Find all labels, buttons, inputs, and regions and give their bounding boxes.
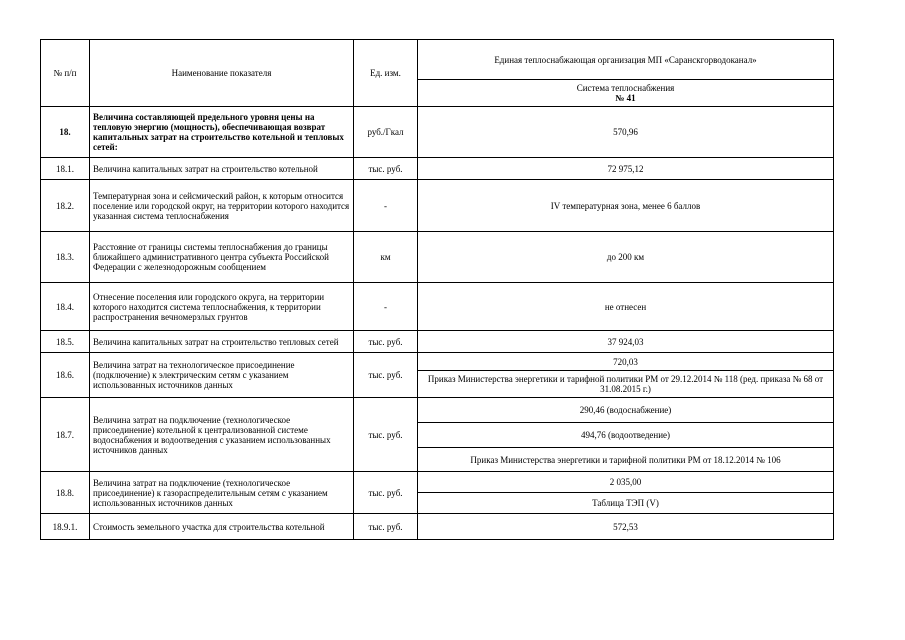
header-row [41, 40, 834, 80]
row-name: Расстояние от границы системы теплоснабжения до границы ближайшего административного центра субъекта Российской Федерации с железнодорожным сообщением [90, 232, 354, 283]
row-num: 18.9.1. [41, 514, 90, 540]
row-unit: тыс. руб. [354, 331, 418, 353]
row-unit: руб./Гкал [354, 107, 418, 158]
col-header-num: № п/п [41, 40, 90, 107]
row-name: Стоимость земельного участка для строительства котельной [90, 514, 354, 540]
table-row [41, 232, 834, 283]
col-header-system [418, 80, 834, 107]
row-name: Величина затрат на технологическое присоединение (подключение) к электрическим сетям с указанием использованных источников данных [90, 353, 354, 398]
row-name: Температурная зона и сейсмический район, к которым относится поселение или городской округ, на территории которого находится указанная система теплоснабжения [90, 180, 354, 232]
table-row [41, 283, 834, 331]
system-line-1: Система теплоснабжения [576, 83, 675, 93]
row-value-water-disposal: 494,76 (водоотведение) [418, 423, 834, 448]
row-num: 18. [41, 107, 90, 158]
table-row [41, 353, 834, 371]
row-name: Величина затрат на подключение (технологическое присоединение) котельной к централизованной системе водоснабжения и водоотведения с указанием использованных источников данных [90, 398, 354, 472]
row-num: 18.3. [41, 232, 90, 283]
row-unit: - [354, 180, 418, 232]
row-value: 720,03 [418, 353, 834, 371]
row-unit: км [354, 232, 418, 283]
table-row [41, 514, 834, 540]
row-value: 572,53 [418, 514, 834, 540]
row-value: 2 035,00 [418, 472, 834, 493]
col-header-name: Наименование показателя [90, 40, 354, 107]
row-num: 18.1. [41, 158, 90, 180]
row-name: Величина капитальных затрат на строительство тепловых сетей [90, 331, 354, 353]
row-value: 72 975,12 [418, 158, 834, 180]
row-value: 37 924,03 [418, 331, 834, 353]
row-value: IV температурная зона, менее 6 баллов [418, 180, 834, 232]
row-name: Величина составляющей предельного уровня цены на тепловую энергию (мощность), обеспечивающая возврат капитальных затрат на строительство котельной и тепловых сетей: [90, 107, 354, 158]
col-header-unit: Ед. изм. [354, 40, 418, 107]
row-value: не отнесен [418, 283, 834, 331]
system-line-2: № 41 [615, 93, 636, 103]
row-value-water-supply: 290,46 (водоснабжение) [418, 398, 834, 423]
row-name: Отнесение поселения или городского округа, на территории которого находится система теплоснабжения, к территории распространения вечномерзлых грунтов [90, 283, 354, 331]
row-num: 18.4. [41, 283, 90, 331]
table-row [41, 331, 834, 353]
row-name: Величина капитальных затрат на строительство котельной [90, 158, 354, 180]
row-value: 570,96 [418, 107, 834, 158]
row-value: до 200 км [418, 232, 834, 283]
row-name: Величина затрат на подключение (технологическое присоединение) к газораспределительным сетям с указанием использованных источников данных [90, 472, 354, 514]
row-source: Таблица ТЭП (V) [418, 493, 834, 514]
table-row [41, 158, 834, 180]
row-num: 18.7. [41, 398, 90, 472]
row-unit: тыс. руб. [354, 353, 418, 398]
row-num: 18.8. [41, 472, 90, 514]
row-unit: тыс. руб. [354, 158, 418, 180]
table-row [41, 107, 834, 158]
row-source: Приказ Министерства энергетики и тарифной политики РМ от 18.12.2014 № 106 [418, 448, 834, 472]
table-row [41, 180, 834, 232]
col-header-org: Единая теплоснабжающая организация МП «Саранскгорводоканал» [418, 40, 834, 80]
row-unit: - [354, 283, 418, 331]
table-row [41, 472, 834, 493]
row-source: Приказ Министерства энергетики и тарифной политики РМ от 29.12.2014 № 118 (ред. приказа № 68 от 31.08.2015 г.) [418, 371, 834, 398]
row-num: 18.5. [41, 331, 90, 353]
row-unit: тыс. руб. [354, 472, 418, 514]
row-num: 18.6. [41, 353, 90, 398]
row-unit: тыс. руб. [354, 514, 418, 540]
row-unit: тыс. руб. [354, 398, 418, 472]
indicator-table [40, 39, 834, 540]
table-row [41, 398, 834, 423]
row-num: 18.2. [41, 180, 90, 232]
